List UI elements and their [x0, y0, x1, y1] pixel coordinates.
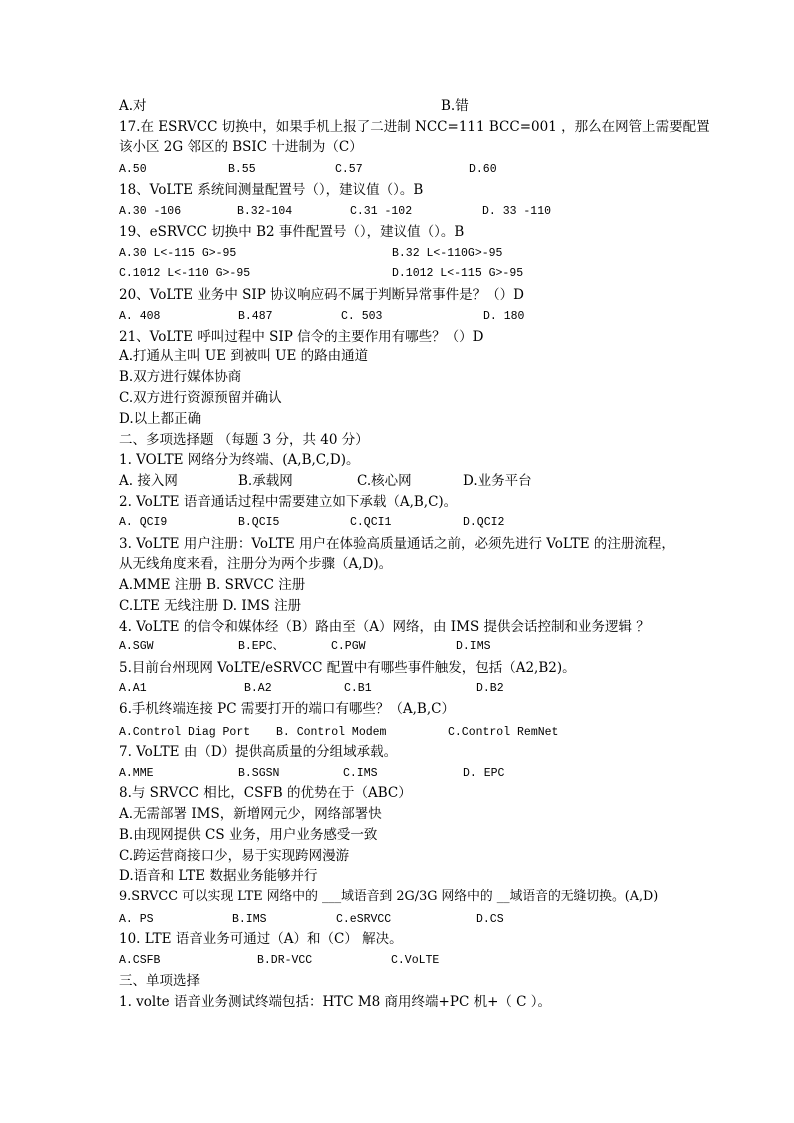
multi-question-3-text: 3. VoLTE 用户注册：VoLTE 用户在体验高质量通话之前，必须先进行 VoLTE 的注册流程，: [119, 536, 675, 552]
m2-option-c: C.QCI1: [350, 516, 392, 529]
m6-option-b: B. Control Modem: [276, 726, 387, 739]
multi-question-3-text-cont: 从无线角度来看，注册分为两个步骤（A,D)。: [119, 556, 393, 572]
multi-question-7-text: 7. VoLTE 由（D）提供高质量的分组域承载。: [119, 744, 398, 760]
m9-option-d: D.CS: [476, 913, 504, 926]
q17-option-d: D.60: [469, 163, 497, 176]
m1-option-d: D.业务平台: [463, 473, 532, 489]
question-21-text: 21、VoLTE 呼叫过程中 SIP 信令的主要作用有哪些？（）D: [119, 329, 484, 345]
multi-question-5-text: 5.目前台州现网 VoLTE/eSRVCC 配置中有哪些事件触发，包括（A2,B2)。: [119, 660, 576, 676]
single-question-1-text: 1. volte 语音业务测试终端包括：HTC M8 商用终端+PC 机+（ C ）。: [119, 994, 552, 1010]
m4-option-a: A.SGW: [119, 640, 154, 653]
question-17-text: 17.在 ESRVCC 切换中，如果手机上报了二进制 NCC=111 BCC=001 ，那么在网管上需要配置: [119, 119, 710, 135]
multi-question-8-text: 8.与 SRVCC 相比，CSFB 的优势在于（ABC）: [119, 785, 412, 801]
q17-option-c: C.57: [335, 163, 363, 176]
multi-question-4-text: 4. VoLTE 的信令和媒体经（B）路由至（A）网络，由 IMS 提供会话控制和业务逻辑 ？: [119, 619, 650, 635]
m5-option-b: B.A2: [244, 682, 272, 695]
m10-option-b: B.DR-VCC: [257, 954, 313, 967]
q16-option-b: B.错: [441, 98, 469, 114]
q19-option-c: C.1012 L<-110 G>-95: [119, 267, 251, 280]
m7-option-d: D. EPC: [463, 767, 505, 780]
q17-option-a: A.50: [119, 163, 147, 176]
m1-option-c: C.核心网: [357, 473, 412, 489]
m8-option-a: A.无需部署 IMS，新增网元少，网络部署快: [119, 806, 382, 822]
m7-option-a: A.MME: [119, 767, 154, 780]
m6-option-c: C.Control RemNet: [448, 726, 559, 739]
m3-options-cd: C.LTE 无线注册 D. IMS 注册: [119, 598, 302, 614]
m8-option-d: D.语音和 LTE 数据业务能够并行: [119, 868, 318, 884]
m7-option-b: B.SGSN: [238, 767, 280, 780]
q19-option-d: D.1012 L<-115 G>-95: [392, 267, 524, 280]
q18-option-b: B.32-104: [237, 205, 293, 218]
q21-option-c: C.双方进行资源预留并确认: [119, 390, 282, 406]
section-2-heading: 二、多项选择题 （每题 3 分，共 40 分）: [119, 432, 369, 448]
question-20-text: 20、VoLTE 业务中 SIP 协议响应码不属于判断异常事件是？（）D: [119, 287, 524, 303]
m4-option-b: B.EPC、: [238, 640, 285, 653]
q18-option-c: C.31 -102: [350, 205, 413, 218]
multi-question-2-text: 2. VoLTE 语音通话过程中需要建立如下承载（A,B,C)。: [119, 494, 458, 510]
m10-option-a: A.CSFB: [119, 954, 161, 967]
multi-question-6-text: 6.手机终端连接 PC 需要打开的端口有哪些？（A,B,C）: [119, 701, 455, 717]
section-3-heading: 三、单项选择: [119, 973, 200, 989]
m9-option-c: C.eSRVCC: [336, 913, 392, 926]
m9-option-b: B.IMS: [232, 913, 267, 926]
m1-option-b: B.承载网: [238, 473, 293, 489]
m1-option-a: A. 接入网: [119, 473, 178, 489]
q20-option-c: C. 503: [341, 310, 383, 323]
m5-option-d: D.B2: [476, 682, 504, 695]
m2-option-a: A. QCI9: [119, 516, 168, 529]
m9-option-a: A. PS: [119, 913, 154, 926]
m2-option-d: D.QCI2: [463, 516, 505, 529]
m2-option-b: B.QCI5: [238, 516, 280, 529]
multi-question-9-text: 9.SRVCC 可以实现 LTE 网络中的 ___域语音到 2G/3G 网络中的 __域语音的无缝切换。(A,D): [119, 889, 659, 904]
q20-option-a: A. 408: [119, 310, 161, 323]
q20-option-b: B.487: [238, 310, 273, 323]
q19-option-b: B.32 L<-110G>-95: [392, 247, 503, 260]
q18-option-d: D. 33 -110: [482, 205, 552, 218]
multi-question-10-text: 10. LTE 语音业务可通过（A）和（C） 解决。: [119, 931, 403, 947]
m7-option-c: C.IMS: [343, 767, 378, 780]
m3-options-ab: A.MME 注册 B. SRVCC 注册: [119, 577, 306, 593]
q21-option-b: B.双方进行媒体协商: [119, 369, 242, 385]
q16-option-a: A.对: [119, 98, 147, 114]
m4-option-c: C.PGW: [331, 640, 366, 653]
question-18-text: 18、VoLTE 系统间测量配置号（），建议值（）。B: [119, 182, 424, 198]
q21-option-d: D.以上都正确: [119, 411, 202, 427]
q17-option-b: B.55: [228, 163, 256, 176]
q18-option-a: A.30 -106: [119, 205, 182, 218]
multi-question-1-text: 1. VOLTE 网络分为终端、(A,B,C,D)。: [119, 452, 360, 468]
m5-option-c: C.B1: [344, 682, 372, 695]
m8-option-b: B.由现网提供 CS 业务，用户业务感受一致: [119, 827, 378, 843]
m5-option-a: A.A1: [119, 682, 147, 695]
m8-option-c: C.跨运营商接口少，易于实现跨网漫游: [119, 848, 350, 864]
q19-option-a: A.30 L<-115 G>-95: [119, 247, 237, 260]
m10-option-c: C.VoLTE: [391, 954, 440, 967]
m4-option-d: D.IMS: [456, 640, 491, 653]
q21-option-a: A.打通从主叫 UE 到被叫 UE 的路由通道: [119, 348, 369, 364]
q20-option-d: D. 180: [483, 310, 525, 323]
question-17-text-cont: 该小区 2G 邻区的 BSIC 十进制为（C）: [119, 139, 363, 155]
question-19-text: 19、eSRVCC 切换中 B2 事件配置号（），建议值（）。B: [119, 224, 465, 240]
m6-option-a: A.Control Diag Port: [119, 726, 251, 739]
